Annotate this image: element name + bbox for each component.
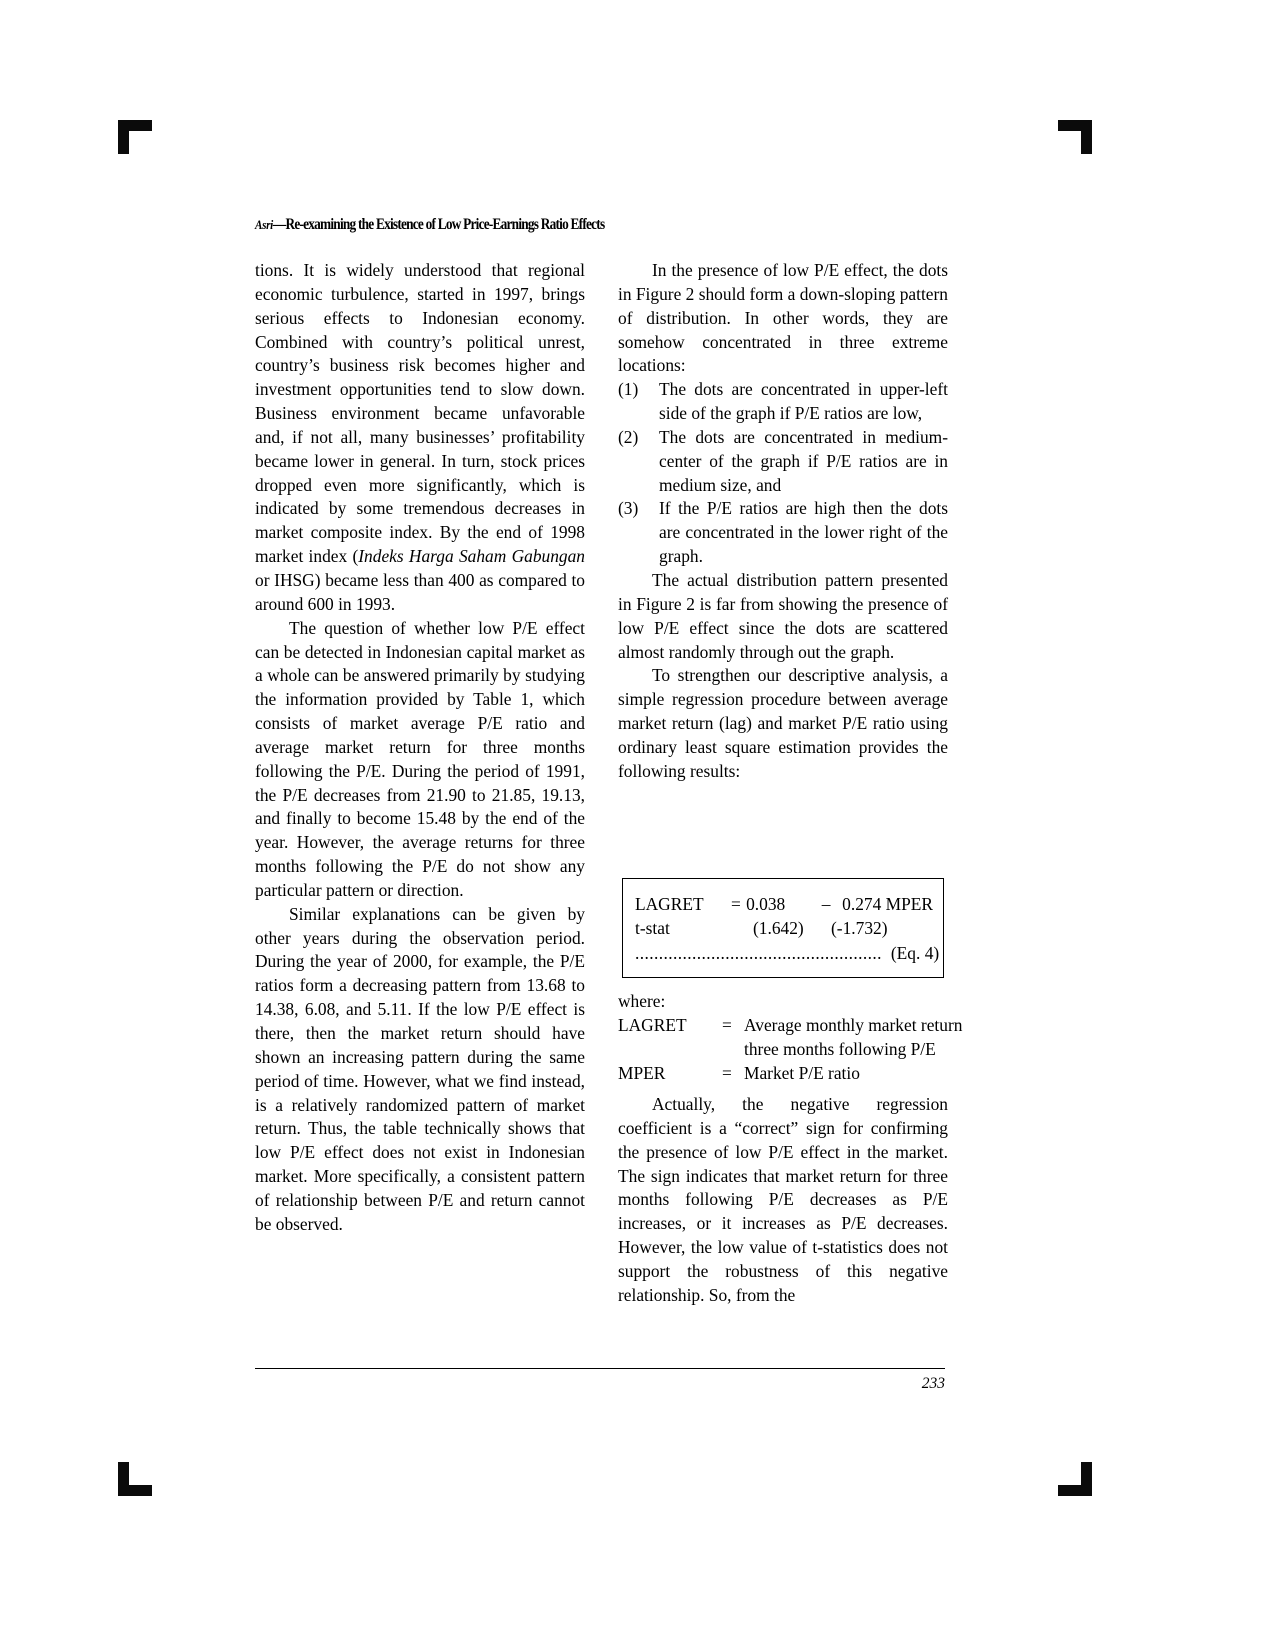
definition-description: Average monthly market return three months following P/E [744, 1014, 963, 1059]
leader-dots: .................................................... [635, 943, 882, 963]
page-number: 233 [921, 1375, 945, 1392]
running-header [255, 216, 857, 234]
equation-intercept: 0.038 [746, 894, 786, 914]
tstat-label: t-stat [635, 917, 670, 938]
equation-equals-sign: = [731, 894, 741, 914]
paragraph-continuation [255, 259, 585, 617]
running-header-title: Re-examining the Existence of Low Price-Earnings Ratio Effects [285, 216, 605, 233]
running-header-author: Asri [255, 217, 273, 232]
italic-term-ihsg: Indeks Harga Saham Gabungan [358, 546, 586, 567]
list-marker: (3) [618, 498, 639, 519]
crop-mark-top-left [118, 120, 152, 154]
crop-mark-bottom-left [118, 1462, 152, 1496]
crop-mark-top-right [1058, 120, 1092, 154]
right-column [618, 259, 948, 784]
paragraph-actual-distribution: The actual distribution pattern presented in Figure 2 is far from showing the presence of low P/E effect since the dots are scattered almost randomly through out the graph. [618, 569, 948, 662]
equation-slope-term: 0.274 MPER [842, 894, 933, 914]
paragraph-table1-discussion: The question of whether low P/E effect can be detected in Indonesian capital market as a whole can be answered primarily by studying the information provided by Table 1, which consists of market average P/E ratio and average market return for three months following the P/E. During the period of 1991, the P/E decreases from 21.90 to 21.85, 19.13, and finally to become 15.48 by the end of the year. However, the average returns for three months following the P/E do not show any particular pattern or direction. [255, 617, 585, 900]
definition-equals: = [722, 1014, 732, 1035]
list-marker: (1) [618, 379, 639, 400]
list-item-text: If the P/E ratios are high then the dots are concentrated in the lower right of the graph. [659, 498, 948, 567]
definition-term: LAGRET [618, 1014, 687, 1035]
numbered-list-extreme-locations [618, 378, 948, 569]
paragraph-text: tions. It is widely understood that regional economic turbulence, started in 1997, brings serious effects to Indonesian economy. Combined with country’s political unrest, country’s business risk becomes higher and investment opportunities tend to slow down. Business environment became unfavorable and, if not all, many businesses’ profitability became lower in general. In turn, stock prices dropped even more significantly, which is indicated by some tremendous decreases in market composite index. By the end of 1998 market index ( [255, 260, 585, 567]
where-definitions-block [618, 990, 963, 1085]
equation-lhs: LAGRET [635, 894, 704, 914]
equation-leader-row [635, 942, 940, 966]
paragraph-negative-coefficient: Actually, the negative regression coefficient is a “correct” sign for confirming the presence of low P/E effect in the market. The sign indicates that market return for three months following P/E decreases as P/E increases, or it increases as P/E decreases. However, the low value of t-statistics does not support the robustness of this negative relationship. So, from the [618, 1094, 948, 1305]
paragraph-text-after: or IHSG) became less than 400 as compared to around 600 in 1993. [255, 569, 585, 614]
equation-number: (Eq. 4) [890, 943, 940, 963]
paragraph-regression-intro: To strengthen our descriptive analysis, a simple regression procedure between average market return (lag) and market P/E ratio using ordinary least square estimation provides the following results: [618, 665, 948, 781]
definition-row-mper [618, 1062, 963, 1086]
paragraph-low-pe-presence: In the presence of low P/E effect, the dots in Figure 2 should form a down-sloping pattern of distribution. In other words, they are somehow concentrated in three extreme locations: [618, 260, 948, 376]
list-item [618, 497, 948, 569]
definition-equals: = [722, 1062, 732, 1083]
footer-rule [255, 1368, 945, 1369]
where-label: where: [618, 991, 666, 1011]
list-marker: (2) [618, 426, 639, 447]
definition-term: MPER [618, 1062, 666, 1083]
running-header-dash: — [272, 216, 286, 233]
equation-box [622, 878, 944, 978]
left-column [255, 259, 585, 1237]
crop-mark-bottom-right [1058, 1462, 1092, 1496]
equation-main-row [635, 893, 933, 917]
list-item [618, 426, 948, 498]
definition-row-lagret [618, 1014, 963, 1062]
tstat-slope-value: (-1.732) [831, 917, 888, 938]
right-column-lower [618, 1093, 948, 1308]
list-item-text: The dots are concentrated in medium-center of the graph if P/E ratios are in medium size, and [659, 426, 948, 495]
list-item-text: The dots are concentrated in upper-left side of the graph if P/E ratios are low, [659, 379, 948, 424]
list-item [618, 378, 948, 426]
equation-operator: – [821, 894, 831, 914]
paragraph-similar-explanations: Similar explanations can be given by other years during the observation period. During the year of 2000, for example, the P/E ratios form a decreasing pattern from 13.68 to 14.38, 6.08, and 5.11. If the low P/E effect is there, then the market return should have shown an increasing pattern during the same period of time. However, what we find instead, is a relatively randomized pattern of market return. Thus, the table technically shows that low P/E effect does not exist in Indonesian market. More specifically, a consistent pattern of relationship between P/E and return cannot be observed. [255, 903, 585, 1234]
equation-tstat-row [635, 917, 933, 941]
tstat-intercept-value: (1.642) [753, 917, 804, 938]
definition-description: Market P/E ratio [744, 1062, 860, 1083]
